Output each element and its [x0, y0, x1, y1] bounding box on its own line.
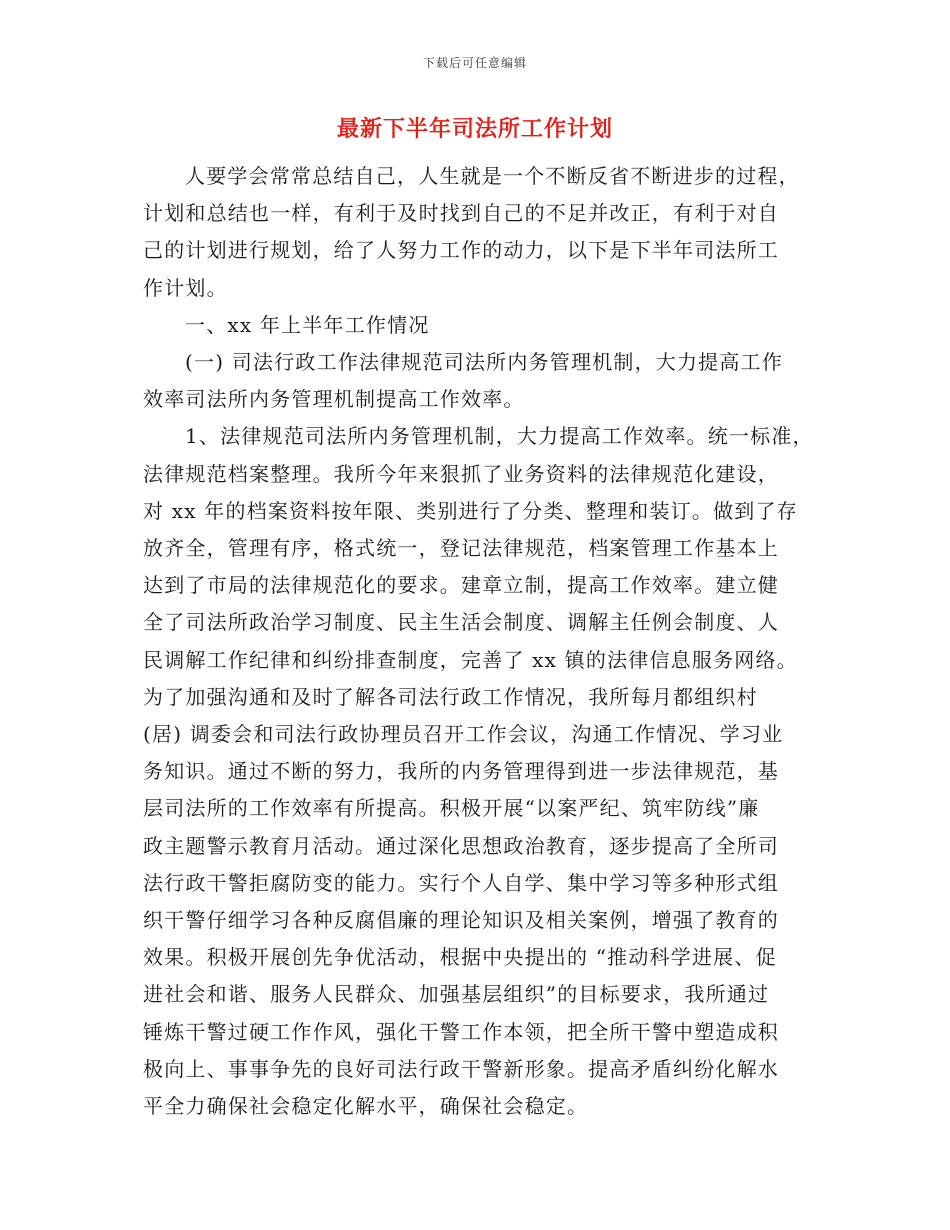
paragraph-line: 作计划。 — [143, 275, 228, 300]
paragraph-line: 放齐全，管理有序，格式统一，登记法律规范，档案管理工作基本上 — [143, 536, 779, 560]
paragraph-line: 织干警仔细学习各种反腐倡廉的理论知识及相关案例，增强了教育的 — [143, 908, 779, 932]
paragraph-line: 极向上、事事争先的良好司法行政干警新形象。提高矛盾纠纷化解水 — [143, 1056, 779, 1081]
paragraph-line: 效果。积极开展创先争优活动，根据中央提出的 “推动科学进展、促 — [143, 945, 777, 970]
paragraph-line: 法律规范档案整理。我所今年来狠抓了业务资料的法律规范化建设， — [143, 461, 779, 486]
page-header-note: 下载后可任意编辑 — [422, 56, 527, 70]
document-title: 最新下半年司法所工作计划 — [336, 117, 613, 142]
paragraph-line: 计划和总结也一样，有利于及时找到自己的不足并改正，有利于对自 — [143, 201, 779, 226]
paragraph-line: 效率司法所内务管理机制提高工作效率。 — [143, 387, 525, 412]
paragraph-line: 政主题警示教育月活动。通过深化思想政治教育，逐步提高了全所司 — [143, 833, 779, 858]
paragraph-line: 平全力确保社会稳定化解水平，确保社会稳定。 — [143, 1094, 589, 1118]
paragraph-line: 人要学会常常总结自己，人生就是一个不断反省不断进步的过程， — [185, 164, 800, 188]
paragraph-line: 对 xx 年的档案资料按年限、类别进行了分类、整理和装订。做到了存 — [143, 498, 798, 523]
paragraph-line: 法行政干警拒腐防变的能力。实行个人自学、集中学习等多种形式组 — [143, 870, 779, 895]
paragraph-line: 层司法所的工作效率有所提高。积极开展“以案严纪、筑牢防线”廉 — [143, 796, 760, 821]
paragraph-line: 达到了市局的法律规范化的要求。建章立制，提高工作效率。建立健 — [143, 573, 779, 598]
paragraph-line: 为了加强沟通和及时了解各司法行政工作情况，我所每月都组织村 — [143, 684, 758, 709]
paragraph-line: 一、xx 年上半年工作情况 — [185, 312, 430, 337]
paragraph-line: 1、法律规范司法所内务管理机制，大力提高工作效率。统一标准， — [185, 424, 814, 449]
paragraph-line: 全了司法所政治学习制度、民主生活会制度、调解主任例会制度、人 — [143, 610, 779, 635]
paragraph-line: (一) 司法行政工作法律规范司法所内务管理机制，大力提高工作 — [185, 350, 783, 374]
paragraph-line: 锤炼干警过硬工作作风，强化干警工作本领，把全所干警中塑造成积 — [143, 1019, 779, 1044]
paragraph-line: 进社会和谐、服务人民群众、加强基层组织”的目标要求，我所通过 — [143, 982, 770, 1007]
paragraph-line: 己的计划进行规划，给了人努力工作的动力，以下是下半年司法所工 — [143, 238, 779, 263]
paragraph-line: 务知识。通过不断的努力，我所的内务管理得到进一步法律规范，基 — [143, 759, 779, 784]
paragraph-line: 民调解工作纪律和纠纷排查制度，完善了 xx 镇的法律信息服务网络。 — [143, 647, 798, 672]
paragraph-line: (居) 调委会和司法行政协理员召开工作会议，沟通工作情况、学习业 — [143, 722, 784, 746]
